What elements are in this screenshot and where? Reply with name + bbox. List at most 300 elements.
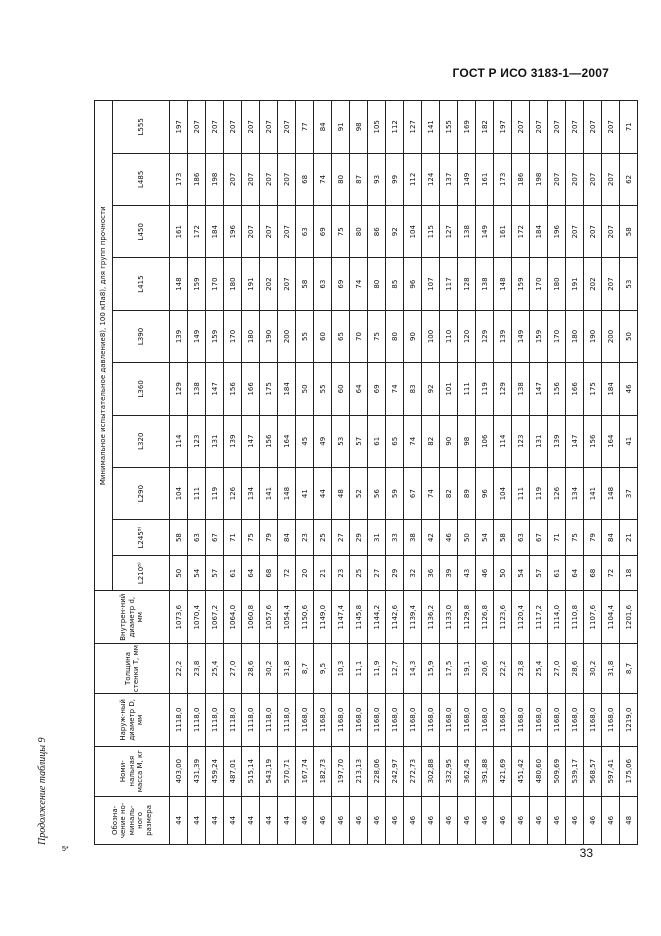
table-row <box>278 101 296 845</box>
header-grade: L485 <box>113 153 170 205</box>
table-cell: 23 <box>296 520 314 556</box>
table-cell: 71 <box>548 520 566 556</box>
table-cell: 1117,2 <box>530 591 548 643</box>
table-cell: 184 <box>206 206 224 258</box>
table-cell: 114 <box>494 415 512 467</box>
table-cell: 52 <box>350 467 368 519</box>
table-cell: 431,39 <box>188 746 206 796</box>
table-cell: 141 <box>260 467 278 519</box>
table-cell: 1110,8 <box>566 591 584 643</box>
table-cell: 75 <box>566 520 584 556</box>
table-cell: 84 <box>602 520 620 556</box>
table-cell: 1123,6 <box>494 591 512 643</box>
table-cell: 48 <box>332 467 350 519</box>
table-cell: 175 <box>260 363 278 415</box>
table-cell: 45 <box>296 415 314 467</box>
table-cell: 25 <box>314 520 332 556</box>
table-cell: 46 <box>386 796 404 844</box>
table-cell: 101 <box>440 363 458 415</box>
table-cell: 1168,0 <box>386 694 404 746</box>
table-row <box>584 101 602 845</box>
table-cell: 111 <box>512 467 530 519</box>
table-cell: 1144,2 <box>368 591 386 643</box>
table-cell: 1118,0 <box>260 694 278 746</box>
table-cell: 46 <box>476 555 494 591</box>
table-row <box>368 101 386 845</box>
table-cell: 180 <box>566 310 584 362</box>
table-row <box>170 101 188 845</box>
table-cell: 12,7 <box>386 643 404 693</box>
table-cell: 1107,6 <box>584 591 602 643</box>
table-cell: 104 <box>404 206 422 258</box>
table-cell: 1168,0 <box>566 694 584 746</box>
table-cell: 83 <box>404 363 422 415</box>
table-cell: 112 <box>386 101 404 154</box>
table-cell: 75 <box>368 310 386 362</box>
table-cell: 41 <box>620 415 638 467</box>
table-cell: 32 <box>404 555 422 591</box>
table-cell: 23 <box>332 555 350 591</box>
table-cell: 487,01 <box>224 746 242 796</box>
table-cell: 138 <box>188 363 206 415</box>
table-cell: 543,19 <box>260 746 278 796</box>
table-cell: 198 <box>206 153 224 205</box>
header-grade: L210⁸⁾ <box>113 555 170 591</box>
table-cell: 74 <box>386 363 404 415</box>
table-cell: 123 <box>188 415 206 467</box>
table-cell: 91 <box>332 101 350 154</box>
table-cell: 1064,0 <box>224 591 242 643</box>
table-cell: 184 <box>602 363 620 415</box>
table-cell: 77 <box>296 101 314 154</box>
table-cell: 50 <box>494 555 512 591</box>
table-cell: 56 <box>368 467 386 519</box>
table-cell: 198 <box>530 153 548 205</box>
table-cell: 180 <box>242 310 260 362</box>
table-cell: 200 <box>602 310 620 362</box>
table-cell: 175,06 <box>620 746 638 796</box>
table-cell: 61 <box>368 415 386 467</box>
table-cell: 28,6 <box>566 643 584 693</box>
table-cell: 207 <box>602 258 620 310</box>
table-cell: 58 <box>494 520 512 556</box>
table-row <box>404 101 422 845</box>
table-cell: 30,2 <box>584 643 602 693</box>
table-cell: 93 <box>368 153 386 205</box>
table-cell: 131 <box>206 415 224 467</box>
table-cell: 79 <box>584 520 602 556</box>
table-cell: 46 <box>476 796 494 844</box>
table-row <box>458 101 476 845</box>
table-cell: 111 <box>458 363 476 415</box>
table-cell: 272,73 <box>404 746 422 796</box>
table-header <box>95 101 170 845</box>
table-cell: 1126,8 <box>476 591 494 643</box>
table-cell: 55 <box>296 310 314 362</box>
table-cell: 172 <box>188 206 206 258</box>
table-cell: 138 <box>512 363 530 415</box>
table-cell: 29 <box>386 555 404 591</box>
table-cell: 190 <box>260 310 278 362</box>
table-cell: 141 <box>422 101 440 154</box>
table-cell: 46 <box>350 796 368 844</box>
table-cell: 80 <box>332 153 350 205</box>
table-cell: 20 <box>296 555 314 591</box>
header-inner-diameter: Внутрен-ний диаметр d, мм <box>95 591 170 643</box>
table-cell: 197 <box>170 101 188 154</box>
table-cell: 96 <box>404 258 422 310</box>
table-cell: 196 <box>224 206 242 258</box>
table-cell: 92 <box>422 363 440 415</box>
table-cell: 207 <box>566 101 584 154</box>
table-row <box>296 101 314 845</box>
table-cell: 19,1 <box>458 643 476 693</box>
table-cell: 1149,0 <box>314 591 332 643</box>
table-cell: 207 <box>584 206 602 258</box>
table-cell: 147 <box>566 415 584 467</box>
table-cell: 38 <box>404 520 422 556</box>
table-cell: 25,4 <box>530 643 548 693</box>
table-cell: 175 <box>584 363 602 415</box>
table-cell: 207 <box>206 101 224 154</box>
table-cell: 200 <box>278 310 296 362</box>
table-cell: 161 <box>170 206 188 258</box>
table-cell: 23,8 <box>188 643 206 693</box>
table-cell: 362,45 <box>458 746 476 796</box>
table-cell: 1118,0 <box>170 694 188 746</box>
table-cell: 80 <box>350 206 368 258</box>
header-pressure-group: Минимальное испытательное давление8), 100 кПа8), для групп прочности <box>95 101 113 592</box>
table-cell: 46 <box>530 796 548 844</box>
table-cell: 10,3 <box>332 643 350 693</box>
table-cell: 332,95 <box>440 746 458 796</box>
table-cell: 207 <box>278 258 296 310</box>
table-cell: 79 <box>260 520 278 556</box>
table-cell: 159 <box>512 258 530 310</box>
table-cell: 169 <box>458 101 476 154</box>
table-cell: 87 <box>350 153 368 205</box>
header-grade: L555 <box>113 101 170 154</box>
table-cell: 148 <box>602 467 620 519</box>
table-row <box>548 101 566 845</box>
table-cell: 69 <box>332 258 350 310</box>
table-cell: 1070,4 <box>188 591 206 643</box>
table-row <box>206 101 224 845</box>
table-cell: 196 <box>548 206 566 258</box>
table-cell: 391,88 <box>476 746 494 796</box>
table-cell: 1168,0 <box>296 694 314 746</box>
table-cell: 54 <box>512 555 530 591</box>
table-cell: 1142,6 <box>386 591 404 643</box>
table-cell: 207 <box>566 153 584 205</box>
table-cell: 127 <box>440 206 458 258</box>
table-cell: 1168,0 <box>350 694 368 746</box>
table-cell: 1067,2 <box>206 591 224 643</box>
table-cell: 112 <box>404 153 422 205</box>
table-cell: 242,97 <box>386 746 404 796</box>
table-cell: 1129,8 <box>458 591 476 643</box>
table-cell: 207 <box>224 101 242 154</box>
table-cell: 57 <box>530 555 548 591</box>
table-cell: 104 <box>170 467 188 519</box>
table-cell: 1118,0 <box>278 694 296 746</box>
table-cell: 44 <box>278 796 296 844</box>
table-cell: 515,14 <box>242 746 260 796</box>
table-cell: 126 <box>548 467 566 519</box>
table-cell: 46 <box>620 363 638 415</box>
table-cell: 148 <box>494 258 512 310</box>
table-cell: 207 <box>278 153 296 205</box>
table-cell: 82 <box>440 467 458 519</box>
table-cell: 120 <box>458 310 476 362</box>
table-cell: 31 <box>368 520 386 556</box>
table-cell: 50 <box>170 555 188 591</box>
table-cell: 111 <box>188 467 206 519</box>
table-row <box>602 101 620 845</box>
table-cell: 139 <box>224 415 242 467</box>
table-cell: 110 <box>440 310 458 362</box>
table-cell: 31,8 <box>278 643 296 693</box>
table-cell: 46 <box>440 796 458 844</box>
table-cell: 139 <box>548 415 566 467</box>
table-cell: 1136,2 <box>422 591 440 643</box>
table-cell: 37 <box>620 467 638 519</box>
table-cell: 228,06 <box>368 746 386 796</box>
table-cell: 164 <box>602 415 620 467</box>
table-cell: 207 <box>224 153 242 205</box>
table-row <box>566 101 584 845</box>
table-cell: 126 <box>224 467 242 519</box>
table-cell: 44 <box>224 796 242 844</box>
table-cell: 403,00 <box>170 746 188 796</box>
header-grade: L245⁸⁾ <box>113 520 170 556</box>
table-cell: 191 <box>566 258 584 310</box>
table-cell: 1118,0 <box>188 694 206 746</box>
table-cell: 46 <box>296 796 314 844</box>
table-cell: 170 <box>206 258 224 310</box>
table-cell: 134 <box>242 467 260 519</box>
table-cell: 159 <box>188 258 206 310</box>
table-cell: 180 <box>224 258 242 310</box>
table-cell: 50 <box>296 363 314 415</box>
table-cell: 72 <box>602 555 620 591</box>
table-cell: 44 <box>242 796 260 844</box>
table-cell: 58 <box>170 520 188 556</box>
table-cell: 64 <box>242 555 260 591</box>
table-cell: 138 <box>458 206 476 258</box>
table-cell: 1118,0 <box>224 694 242 746</box>
table-cell: 90 <box>404 310 422 362</box>
table-cell: 147 <box>530 363 548 415</box>
table-cell: 207 <box>602 153 620 205</box>
table-cell: 1168,0 <box>368 694 386 746</box>
table-cell: 74 <box>404 415 422 467</box>
table-cell: 207 <box>242 153 260 205</box>
table-cell: 75 <box>332 206 350 258</box>
table-cell: 1054,4 <box>278 591 296 643</box>
table-cell: 30,2 <box>260 643 278 693</box>
table-row <box>332 101 350 845</box>
table-cell: 207 <box>242 101 260 154</box>
table-cell: 1168,0 <box>548 694 566 746</box>
table-cell: 302,88 <box>422 746 440 796</box>
table-cell: 1057,6 <box>260 591 278 643</box>
table-cell: 61 <box>548 555 566 591</box>
table-cell: 421,69 <box>494 746 512 796</box>
table-cell: 57 <box>350 415 368 467</box>
table-cell: 170 <box>224 310 242 362</box>
pressure-table <box>94 100 638 845</box>
table-cell: 11,9 <box>368 643 386 693</box>
table-cell: 173 <box>494 153 512 205</box>
table-cell: 156 <box>548 363 566 415</box>
table-cell: 1201,6 <box>620 591 638 643</box>
table-cell: 1168,0 <box>584 694 602 746</box>
table-cell: 1168,0 <box>476 694 494 746</box>
header-grade: L415 <box>113 258 170 310</box>
table-cell: 1150,6 <box>296 591 314 643</box>
table-cell: 46 <box>404 796 422 844</box>
table-cell: 22,2 <box>494 643 512 693</box>
table-row <box>422 101 440 845</box>
table-cell: 106 <box>476 415 494 467</box>
table-cell: 98 <box>458 415 476 467</box>
table-cell: 42 <box>422 520 440 556</box>
header-mass: Номи-нальная масса M, кг <box>95 746 170 796</box>
table-cell: 166 <box>242 363 260 415</box>
table-cell: 207 <box>566 206 584 258</box>
table-cell: 568,57 <box>584 746 602 796</box>
table-cell: 182,73 <box>314 746 332 796</box>
table-cell: 1147,4 <box>332 591 350 643</box>
table-row <box>494 101 512 845</box>
table-cell: 197 <box>494 101 512 154</box>
table-cell: 31,8 <box>602 643 620 693</box>
table-cell: 44 <box>314 467 332 519</box>
table-cell: 1120,4 <box>512 591 530 643</box>
table-cell: 22,2 <box>170 643 188 693</box>
table-cell: 170 <box>548 310 566 362</box>
table-cell: 28,6 <box>242 643 260 693</box>
table-cell: 63 <box>188 520 206 556</box>
table-cell: 1168,0 <box>440 694 458 746</box>
table-cell: 1104,4 <box>602 591 620 643</box>
table-cell: 72 <box>278 555 296 591</box>
table-cell: 147 <box>242 415 260 467</box>
table-cell: 29 <box>350 520 368 556</box>
table-cell: 67 <box>404 467 422 519</box>
table-cell: 36 <box>422 555 440 591</box>
table-cell: 139 <box>494 310 512 362</box>
table-cell: 15,9 <box>422 643 440 693</box>
table-cell: 41 <box>296 467 314 519</box>
table-cell: 1219,0 <box>620 694 638 746</box>
table-cell: 58 <box>296 258 314 310</box>
table-cell: 39 <box>440 555 458 591</box>
table-cell: 149 <box>512 310 530 362</box>
table-cell: 207 <box>512 101 530 154</box>
table-cell: 156 <box>584 415 602 467</box>
table-cell: 161 <box>494 206 512 258</box>
table-cell: 46 <box>512 796 530 844</box>
table-row <box>242 101 260 845</box>
table-cell: 451,42 <box>512 746 530 796</box>
table-cell: 161 <box>476 153 494 205</box>
table-cell: 207 <box>548 153 566 205</box>
table-cell: 170 <box>530 258 548 310</box>
header-outer-diameter: Наруж-ный диаметр D, мм <box>95 694 170 746</box>
table-cell: 190 <box>584 310 602 362</box>
table-cell: 166 <box>566 363 584 415</box>
table-cell: 597,41 <box>602 746 620 796</box>
table-cell: 61 <box>224 555 242 591</box>
table-cell: 46 <box>314 796 332 844</box>
table-cell: 49 <box>314 415 332 467</box>
table-cell: 137 <box>440 153 458 205</box>
table-cell: 54 <box>476 520 494 556</box>
table-cell: 60 <box>314 310 332 362</box>
table-cell: 99 <box>386 153 404 205</box>
table-cell: 71 <box>620 101 638 154</box>
table-cell: 156 <box>260 415 278 467</box>
table-cell: 186 <box>188 153 206 205</box>
table-cell: 114 <box>170 415 188 467</box>
table-cell: 148 <box>170 258 188 310</box>
header-designation: Обозна-чение но-миналь-ного размера <box>95 796 170 844</box>
table-row <box>188 101 206 845</box>
table-cell: 1145,8 <box>350 591 368 643</box>
table-cell: 207 <box>242 206 260 258</box>
table-cell: 1168,0 <box>512 694 530 746</box>
table-cell: 68 <box>584 555 602 591</box>
table-cell: 156 <box>224 363 242 415</box>
rotated-table-container <box>94 100 633 845</box>
table-cell: 1073,6 <box>170 591 188 643</box>
table-cell: 64 <box>566 555 584 591</box>
table-cell: 123 <box>512 415 530 467</box>
table-cell: 509,69 <box>548 746 566 796</box>
table-cell: 70 <box>350 310 368 362</box>
table-row <box>476 101 494 845</box>
table-cell: 202 <box>584 258 602 310</box>
table-cell: 9,5 <box>314 643 332 693</box>
table-cell: 27,0 <box>224 643 242 693</box>
table-cell: 134 <box>566 467 584 519</box>
table-cell: 75 <box>242 520 260 556</box>
table-cell: 1168,0 <box>422 694 440 746</box>
table-cell: 64 <box>350 363 368 415</box>
document-header: ГОСТ Р ИСО 3183-1—2007 <box>452 66 609 80</box>
table-cell: 68 <box>260 555 278 591</box>
table-cell: 11,1 <box>350 643 368 693</box>
corner-mark: 5* <box>62 846 69 853</box>
table-cell: 65 <box>332 310 350 362</box>
table-cell: 84 <box>314 101 332 154</box>
table-cell: 69 <box>368 363 386 415</box>
table-cell: 44 <box>170 796 188 844</box>
table-cell: 63 <box>512 520 530 556</box>
table-cell: 63 <box>314 258 332 310</box>
table-cell: 46 <box>566 796 584 844</box>
table-cell: 172 <box>512 206 530 258</box>
table-cell: 184 <box>530 206 548 258</box>
table-cell: 46 <box>368 796 386 844</box>
table-cell: 1168,0 <box>530 694 548 746</box>
table-cell: 100 <box>422 310 440 362</box>
table-cell: 191 <box>242 258 260 310</box>
table-cell: 48 <box>620 796 638 844</box>
table-cell: 128 <box>458 258 476 310</box>
